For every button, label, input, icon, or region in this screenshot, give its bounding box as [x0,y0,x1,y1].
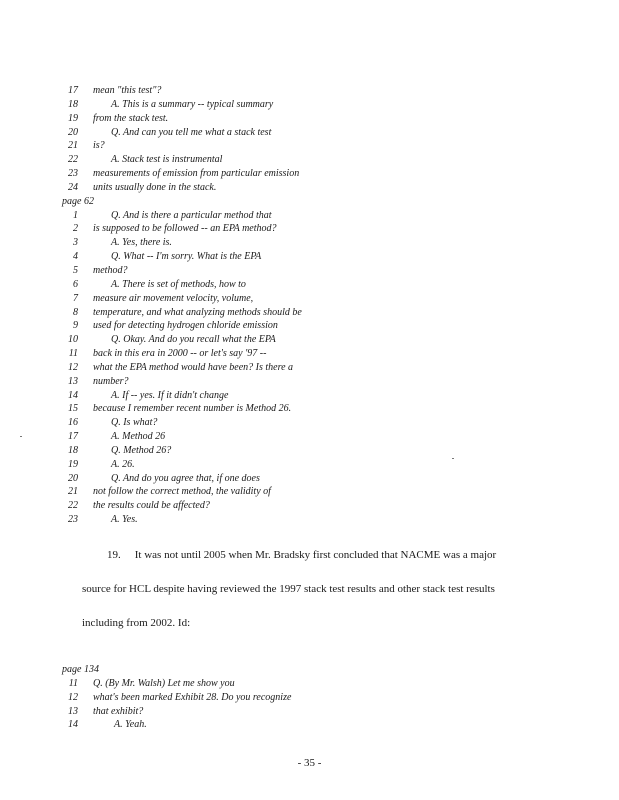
line-number: 1 [73,209,78,221]
transcript-line: A. Yes. [111,514,138,526]
line-number: 13 [68,705,78,717]
line-number: 22 [68,154,78,166]
transcript-line: mean "this test"? [93,85,162,96]
paragraph-text: It was not until 2005 when Mr. Bradsky first concluded that NACME was a major [134,549,497,561]
transcript-line: A. Method 26 [111,431,166,443]
line-number: 12 [68,361,78,373]
line-number: 17 [68,431,78,443]
transcript-line: because I remember recent number is Method 26. [93,403,292,415]
line-number: 18 [68,444,78,456]
paragraph-line [107,548,577,562]
paragraph-line: source for HCL despite having reviewed the 1997 stack test results and other stack test results [82,583,495,595]
line-number: 10 [68,334,78,346]
line-number: 14 [68,389,78,401]
line-number: 13 [68,375,78,387]
paragraph-number: 19. [107,549,121,561]
transcript-line: Q. Is what? [111,417,158,429]
line-number: 23 [68,514,78,526]
transcript-line: A. There is set of methods, how to [111,278,246,290]
transcript-line: A. Stack test is instrumental [111,154,223,166]
transcript-line: back in this era in 2000 -- or let's say '97 -- [93,348,267,360]
line-number: 14 [68,719,78,731]
transcript-line: Q. And do you agree that, if one does [111,472,260,484]
transcript-line: Q. What -- I'm sorry. What is the EPA [111,251,262,263]
line-number: 2 [73,223,78,235]
page-number-footer: - 35 - [297,757,322,769]
transcript-line: A. Yes, there is. [111,237,172,249]
line-number: 6 [73,278,78,290]
line-number: 20 [68,126,78,138]
transcript-line: measure air movement velocity, volume, [93,292,254,304]
transcript-line: A. This is a summary -- typical summary [111,98,274,110]
scan-speck [20,436,22,437]
transcript-line: temperature, and what analyzing methods should be [93,306,302,318]
transcript-line: is? [93,140,105,152]
transcript-line: number? [93,375,129,387]
line-number: 16 [68,417,78,429]
transcript-line: Q. And is there a particular method that [111,209,272,221]
line-number: 11 [68,677,78,689]
transcript-line: Q. Okay. And do you recall what the EPA [111,334,276,346]
deposition-excerpt-bottom [62,663,362,732]
line-number: 7 [73,292,78,304]
transcript-line: what's been marked Exhibit 28. Do you recognize [93,691,292,703]
line-number: 19 [68,112,78,124]
transcript-line: A. Yeah. [114,719,147,731]
transcript-line: Q. Method 26? [111,444,172,456]
line-number: 9 [73,320,78,332]
line-number: 12 [68,691,78,703]
line-number: 21 [68,486,78,498]
line-number: 20 [68,472,78,484]
transcript-line: measurements of emission from particular emission [93,168,300,180]
line-number: 18 [68,98,78,110]
transcript-line: that exhibit? [93,705,144,717]
line-number: 21 [68,140,78,152]
transcript-line: Q. And can you tell me what a stack test [111,126,272,138]
transcript-line: units usually done in the stack. [93,181,217,193]
transcript-line: not follow the correct method, the validity of [93,486,271,498]
paragraph-line: including from 2002. Id: [82,617,191,629]
transcript-line: is supposed to be followed -- an EPA method? [93,223,277,235]
transcript-line: A. 26. [111,458,135,470]
line-number: 19 [68,458,78,470]
transcript-line: method? [93,264,128,276]
page-reference: page 134 [62,664,99,675]
line-number: 23 [68,168,78,180]
line-number: 22 [68,500,78,512]
transcript-line: the results could be affected? [93,500,210,512]
transcript-line: A. If -- yes. If it didn't change [111,389,229,401]
page-reference: page 62 [62,195,94,207]
line-number: 24 [68,181,78,193]
transcript-line: what the EPA method would have been? Is there a [93,361,294,373]
line-number: 5 [73,264,78,276]
line-number: 15 [68,403,78,415]
transcript-line: used for detecting hydrogen chloride emission [93,320,278,332]
line-number: 8 [73,306,78,318]
transcript-line: from the stack test. [93,112,169,124]
line-number: 11 [68,348,78,360]
transcript-line: Q. (By Mr. Walsh) Let me show you [93,677,235,689]
line-number: 17 [68,85,78,96]
deposition-excerpt-top [62,84,362,527]
line-number: 4 [73,251,78,263]
line-number: 3 [73,237,78,249]
scan-speck [452,458,454,459]
